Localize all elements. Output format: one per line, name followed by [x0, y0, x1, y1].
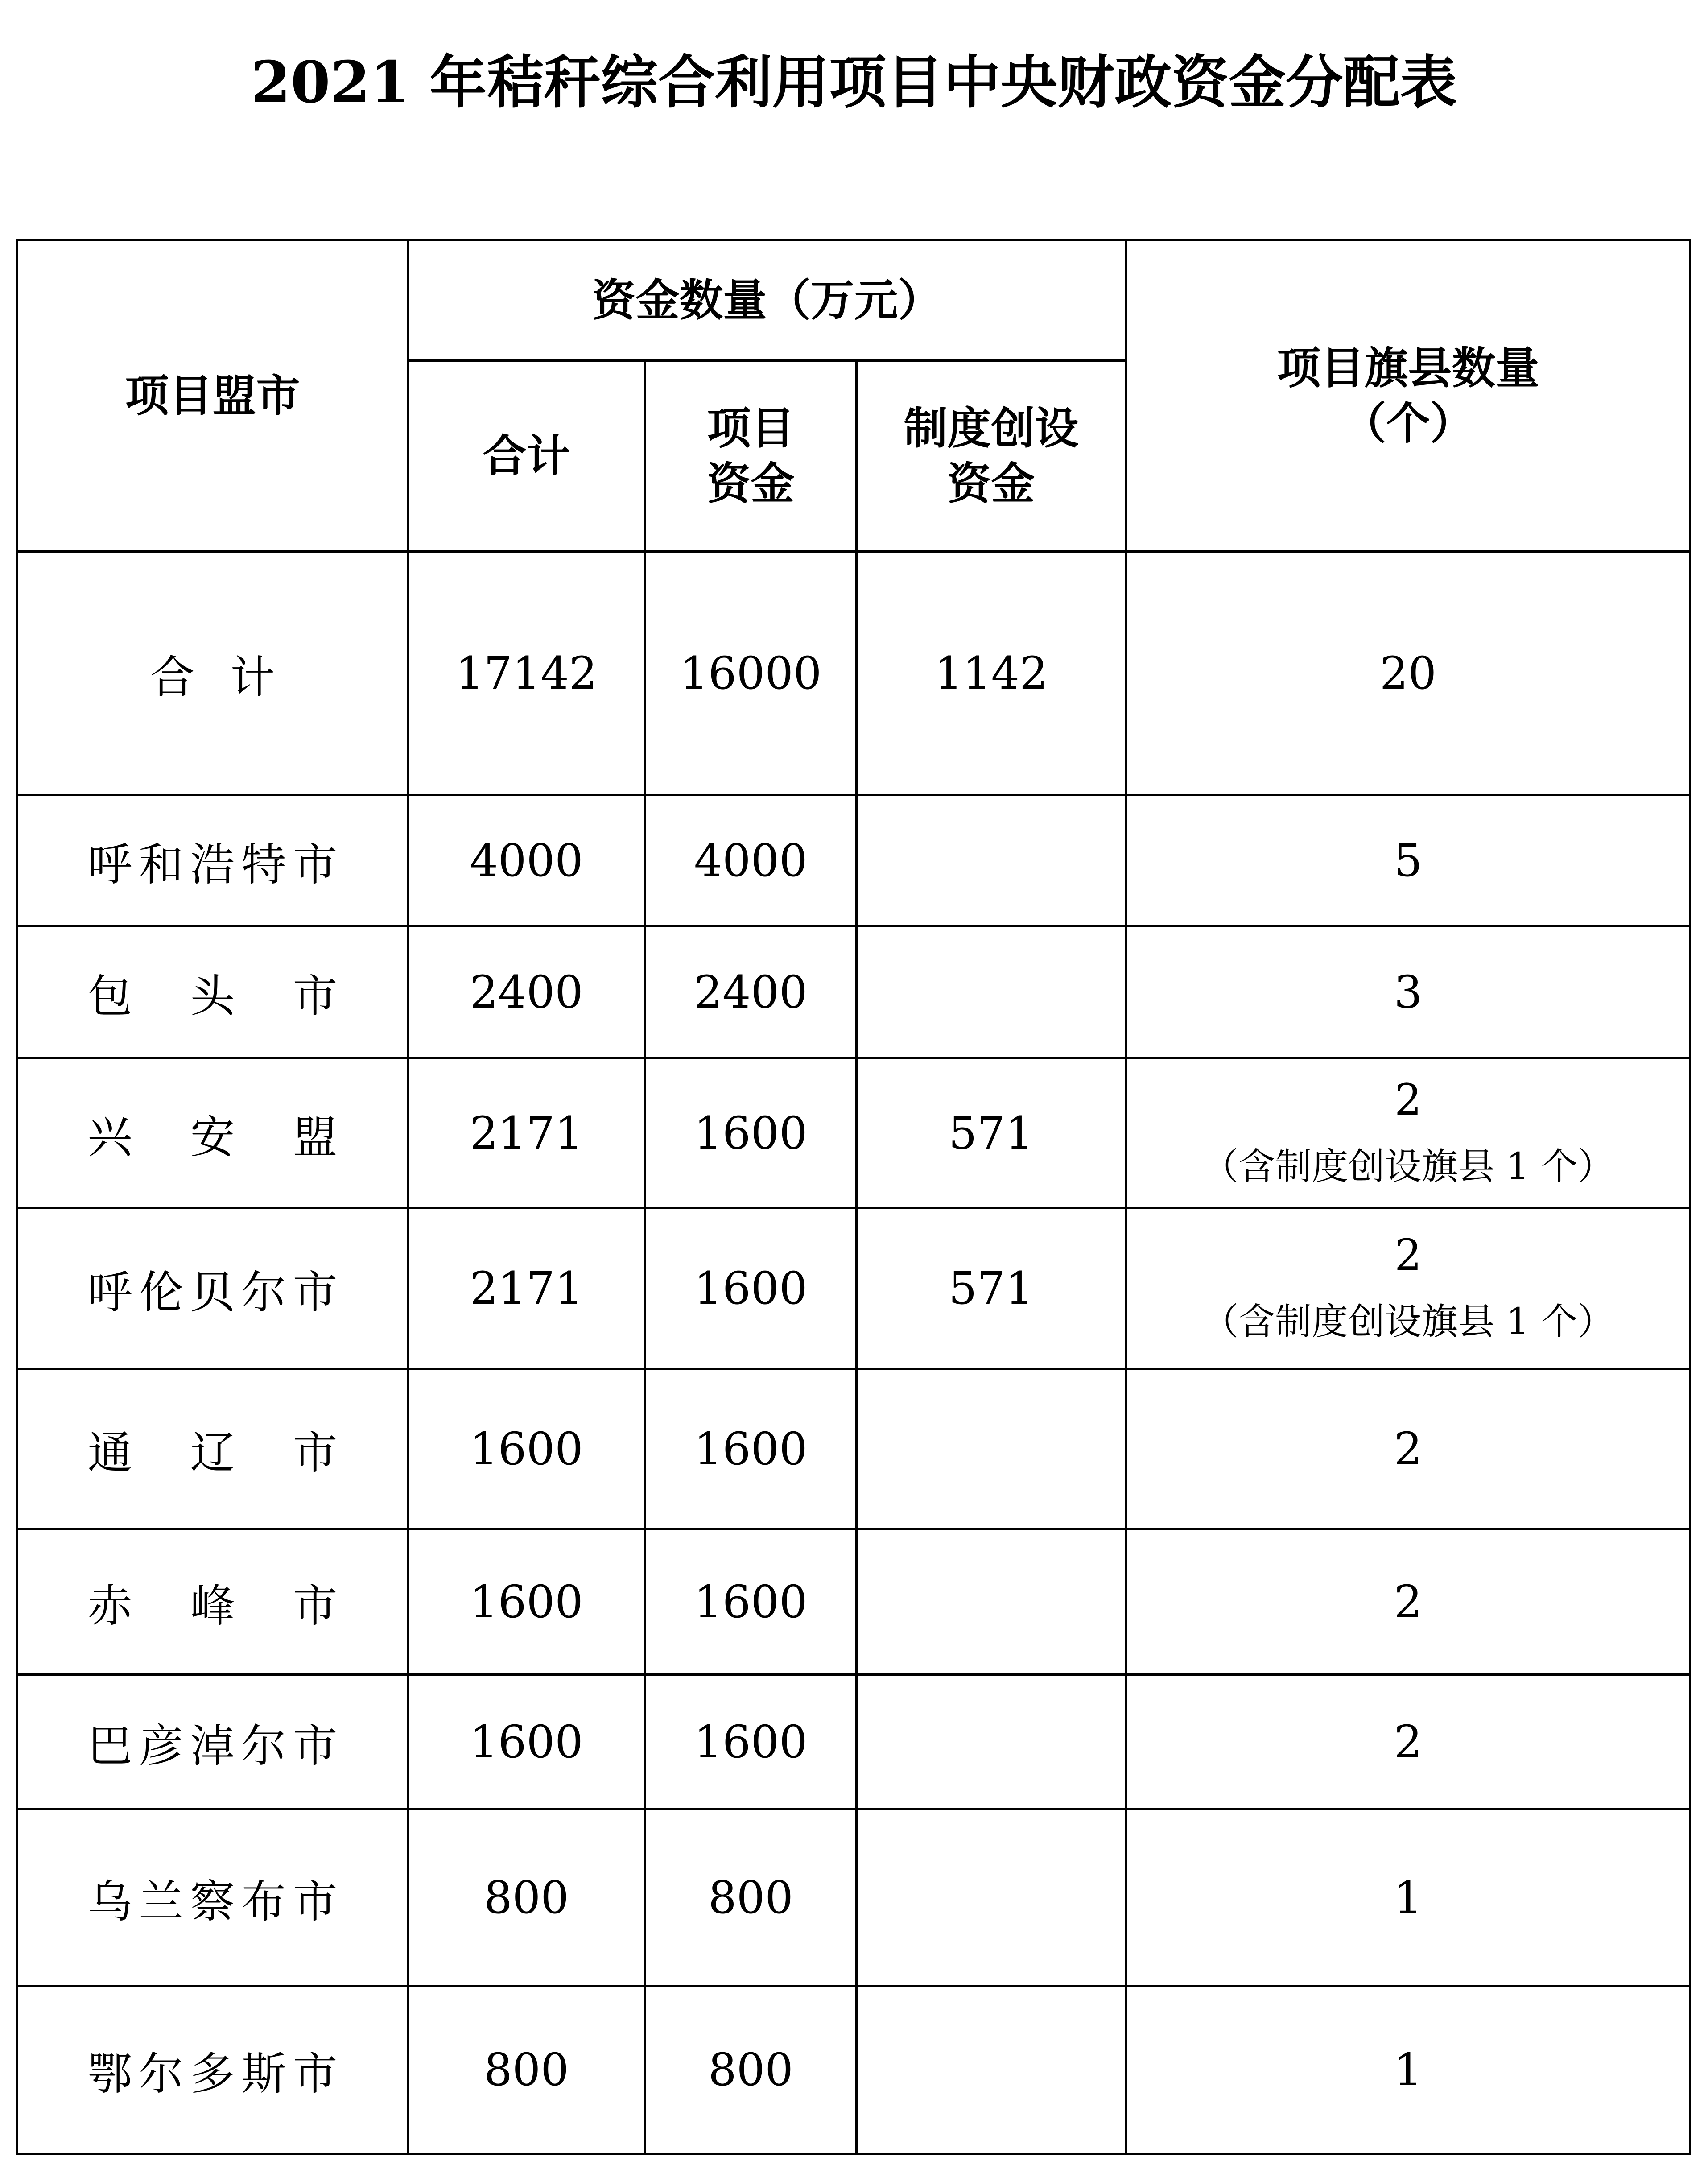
system-funds-cell	[857, 1986, 1126, 2154]
county-count-value: 2	[1394, 1230, 1422, 1280]
region-name: 鄂尔多斯市	[87, 2047, 338, 2100]
total-system-funds-cell: 1142	[857, 552, 1126, 795]
region-name: 呼和浩特市	[87, 838, 338, 891]
project-funds-cell: 1600	[645, 1369, 857, 1529]
project-funds-cell: 800	[645, 1810, 857, 1986]
page-title: 2021 年秸秆综合利用项目中央财政资金分配表	[251, 49, 1457, 116]
header-project-funds-line2: 资金	[707, 458, 795, 509]
system-funds-cell	[857, 926, 1126, 1058]
county-count-cell: 2	[1126, 1529, 1691, 1675]
region-cell	[17, 795, 408, 926]
project-funds-cell: 800	[645, 1986, 857, 2154]
table-row	[17, 1369, 1691, 1529]
header-project-funds-line1: 项目	[707, 403, 795, 454]
sum-cell: 4000	[408, 795, 645, 926]
region-name: 乌兰察布市	[87, 1875, 338, 1928]
region-name: 赤峰市	[87, 1579, 338, 1632]
header-total	[408, 361, 645, 552]
table-row	[17, 1810, 1691, 1986]
system-funds-cell	[857, 1810, 1126, 1986]
sum-cell: 800	[408, 1810, 645, 1986]
region-cell	[17, 926, 408, 1058]
county-count-cell: 2	[1126, 1675, 1691, 1810]
region-cell	[17, 1208, 408, 1369]
header-funds-group-label: 资金数量（万元）	[592, 275, 942, 326]
county-count-cell	[1126, 1058, 1691, 1208]
header-county-count-label: 项目旗县数量	[1277, 343, 1539, 394]
region-name: 巴彦淖尔市	[87, 1719, 338, 1772]
county-count-cell	[1126, 1208, 1691, 1369]
header-county-count	[1126, 240, 1691, 552]
region-name: 兴安盟	[87, 1111, 338, 1163]
header-region	[17, 240, 408, 552]
county-count-cell: 1	[1126, 1810, 1691, 1986]
region-name: 包头市	[87, 970, 338, 1022]
table-row	[17, 926, 1691, 1058]
header-region-label: 项目盟市	[125, 370, 300, 421]
region-name: 通辽市	[87, 1426, 338, 1479]
sum-cell: 2171	[408, 1208, 645, 1369]
sum-cell: 2400	[408, 926, 645, 1058]
total-county-count-cell: 20	[1126, 552, 1691, 795]
sum-cell: 2171	[408, 1058, 645, 1208]
sum-cell: 1600	[408, 1369, 645, 1529]
sum-cell: 1600	[408, 1529, 645, 1675]
system-funds-cell	[857, 1369, 1126, 1529]
project-funds-cell: 1600	[645, 1058, 857, 1208]
total-row	[17, 552, 1691, 795]
header-row-1	[17, 240, 1691, 361]
project-funds-cell: 1600	[645, 1675, 857, 1810]
fund-allocation-table	[16, 239, 1691, 2155]
project-funds-cell: 1600	[645, 1529, 857, 1675]
sum-cell: 1600	[408, 1675, 645, 1810]
table-row	[17, 1208, 1691, 1369]
region-cell	[17, 1986, 408, 2154]
county-count-cell: 5	[1126, 795, 1691, 926]
county-count-note: （含制度创设旗县 1 个）	[1202, 1300, 1614, 1343]
system-funds-cell: 571	[857, 1058, 1126, 1208]
system-funds-cell	[857, 1529, 1126, 1675]
total-region-name: 合计	[150, 651, 275, 703]
total-sum-cell: 17142	[408, 552, 645, 795]
county-count-value: 2	[1394, 1074, 1422, 1125]
county-count-note: （含制度创设旗县 1 个）	[1202, 1145, 1614, 1188]
county-count-cell: 2	[1126, 1369, 1691, 1529]
table-row	[17, 1058, 1691, 1208]
region-name: 呼伦贝尔市	[87, 1266, 338, 1318]
table-row	[17, 1675, 1691, 1810]
project-funds-cell: 2400	[645, 926, 857, 1058]
total-region-cell	[17, 552, 408, 795]
county-count-cell: 1	[1126, 1986, 1691, 2154]
sum-cell: 800	[408, 1986, 645, 2154]
project-funds-cell: 1600	[645, 1208, 857, 1369]
header-system-funds-line1: 制度创设	[904, 403, 1079, 454]
region-cell	[17, 1810, 408, 1986]
system-funds-cell	[857, 795, 1126, 926]
region-cell	[17, 1369, 408, 1529]
header-project-funds	[645, 361, 857, 552]
county-count-cell: 3	[1126, 926, 1691, 1058]
system-funds-cell	[857, 1675, 1126, 1810]
total-project-funds-cell: 16000	[645, 552, 857, 795]
project-funds-cell: 4000	[645, 795, 857, 926]
region-cell	[17, 1058, 408, 1208]
header-system-funds-line2: 资金	[947, 458, 1035, 509]
table-row	[17, 1529, 1691, 1675]
region-cell	[17, 1675, 408, 1810]
header-funds-group	[408, 240, 1126, 361]
header-total-label: 合计	[483, 430, 570, 482]
header-county-count-unit: （个）	[1342, 398, 1474, 449]
table-row	[17, 795, 1691, 926]
region-cell	[17, 1529, 408, 1675]
table-row	[17, 1986, 1691, 2154]
header-system-funds	[857, 361, 1126, 552]
system-funds-cell: 571	[857, 1208, 1126, 1369]
